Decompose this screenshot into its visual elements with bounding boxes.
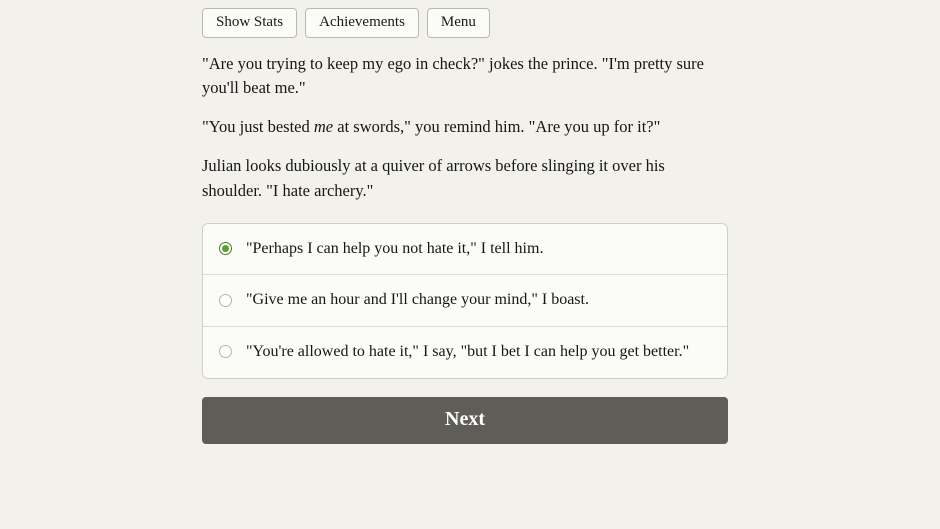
achievements-button[interactable]: Achievements [305,8,419,38]
story-emphasis: me [313,117,334,136]
choice-option[interactable] [203,275,727,327]
next-button[interactable]: Next [202,397,728,444]
choice-label: "You're allowed to hate it," I say, "but I bet I can help you get better." [246,342,690,360]
show-stats-button[interactable]: Show Stats [202,8,297,38]
choice-label: "Perhaps I can help you not hate it," I tell him. [246,239,544,257]
choice-option[interactable] [203,327,727,378]
choice-list [202,223,728,379]
story-paragraph-text: Julian looks dubiously at a quiver of arrows before slinging it over his shoulder. "I hate archery." [202,156,665,200]
story-paragraph [202,115,728,139]
story-paragraph-text-post: at swords," you remind him. "Are you up for it?" [333,117,661,136]
choice-option[interactable] [203,224,727,276]
story-paragraph-text: "You just bested [202,117,314,136]
story-paragraph [202,52,728,101]
game-content [202,8,728,444]
story-text [202,52,728,203]
top-toolbar [202,8,728,38]
radio-icon[interactable] [219,294,232,307]
story-paragraph [202,154,728,203]
choice-label: "Give me an hour and I'll change your mind," I boast. [246,291,589,309]
radio-icon[interactable] [219,345,232,358]
story-paragraph-text: "Are you trying to keep my ego in check?" jokes the prince. "I'm pretty sure you'll beat me." [202,53,704,97]
radio-selected-icon[interactable] [219,242,232,255]
menu-button[interactable]: Menu [427,8,490,38]
